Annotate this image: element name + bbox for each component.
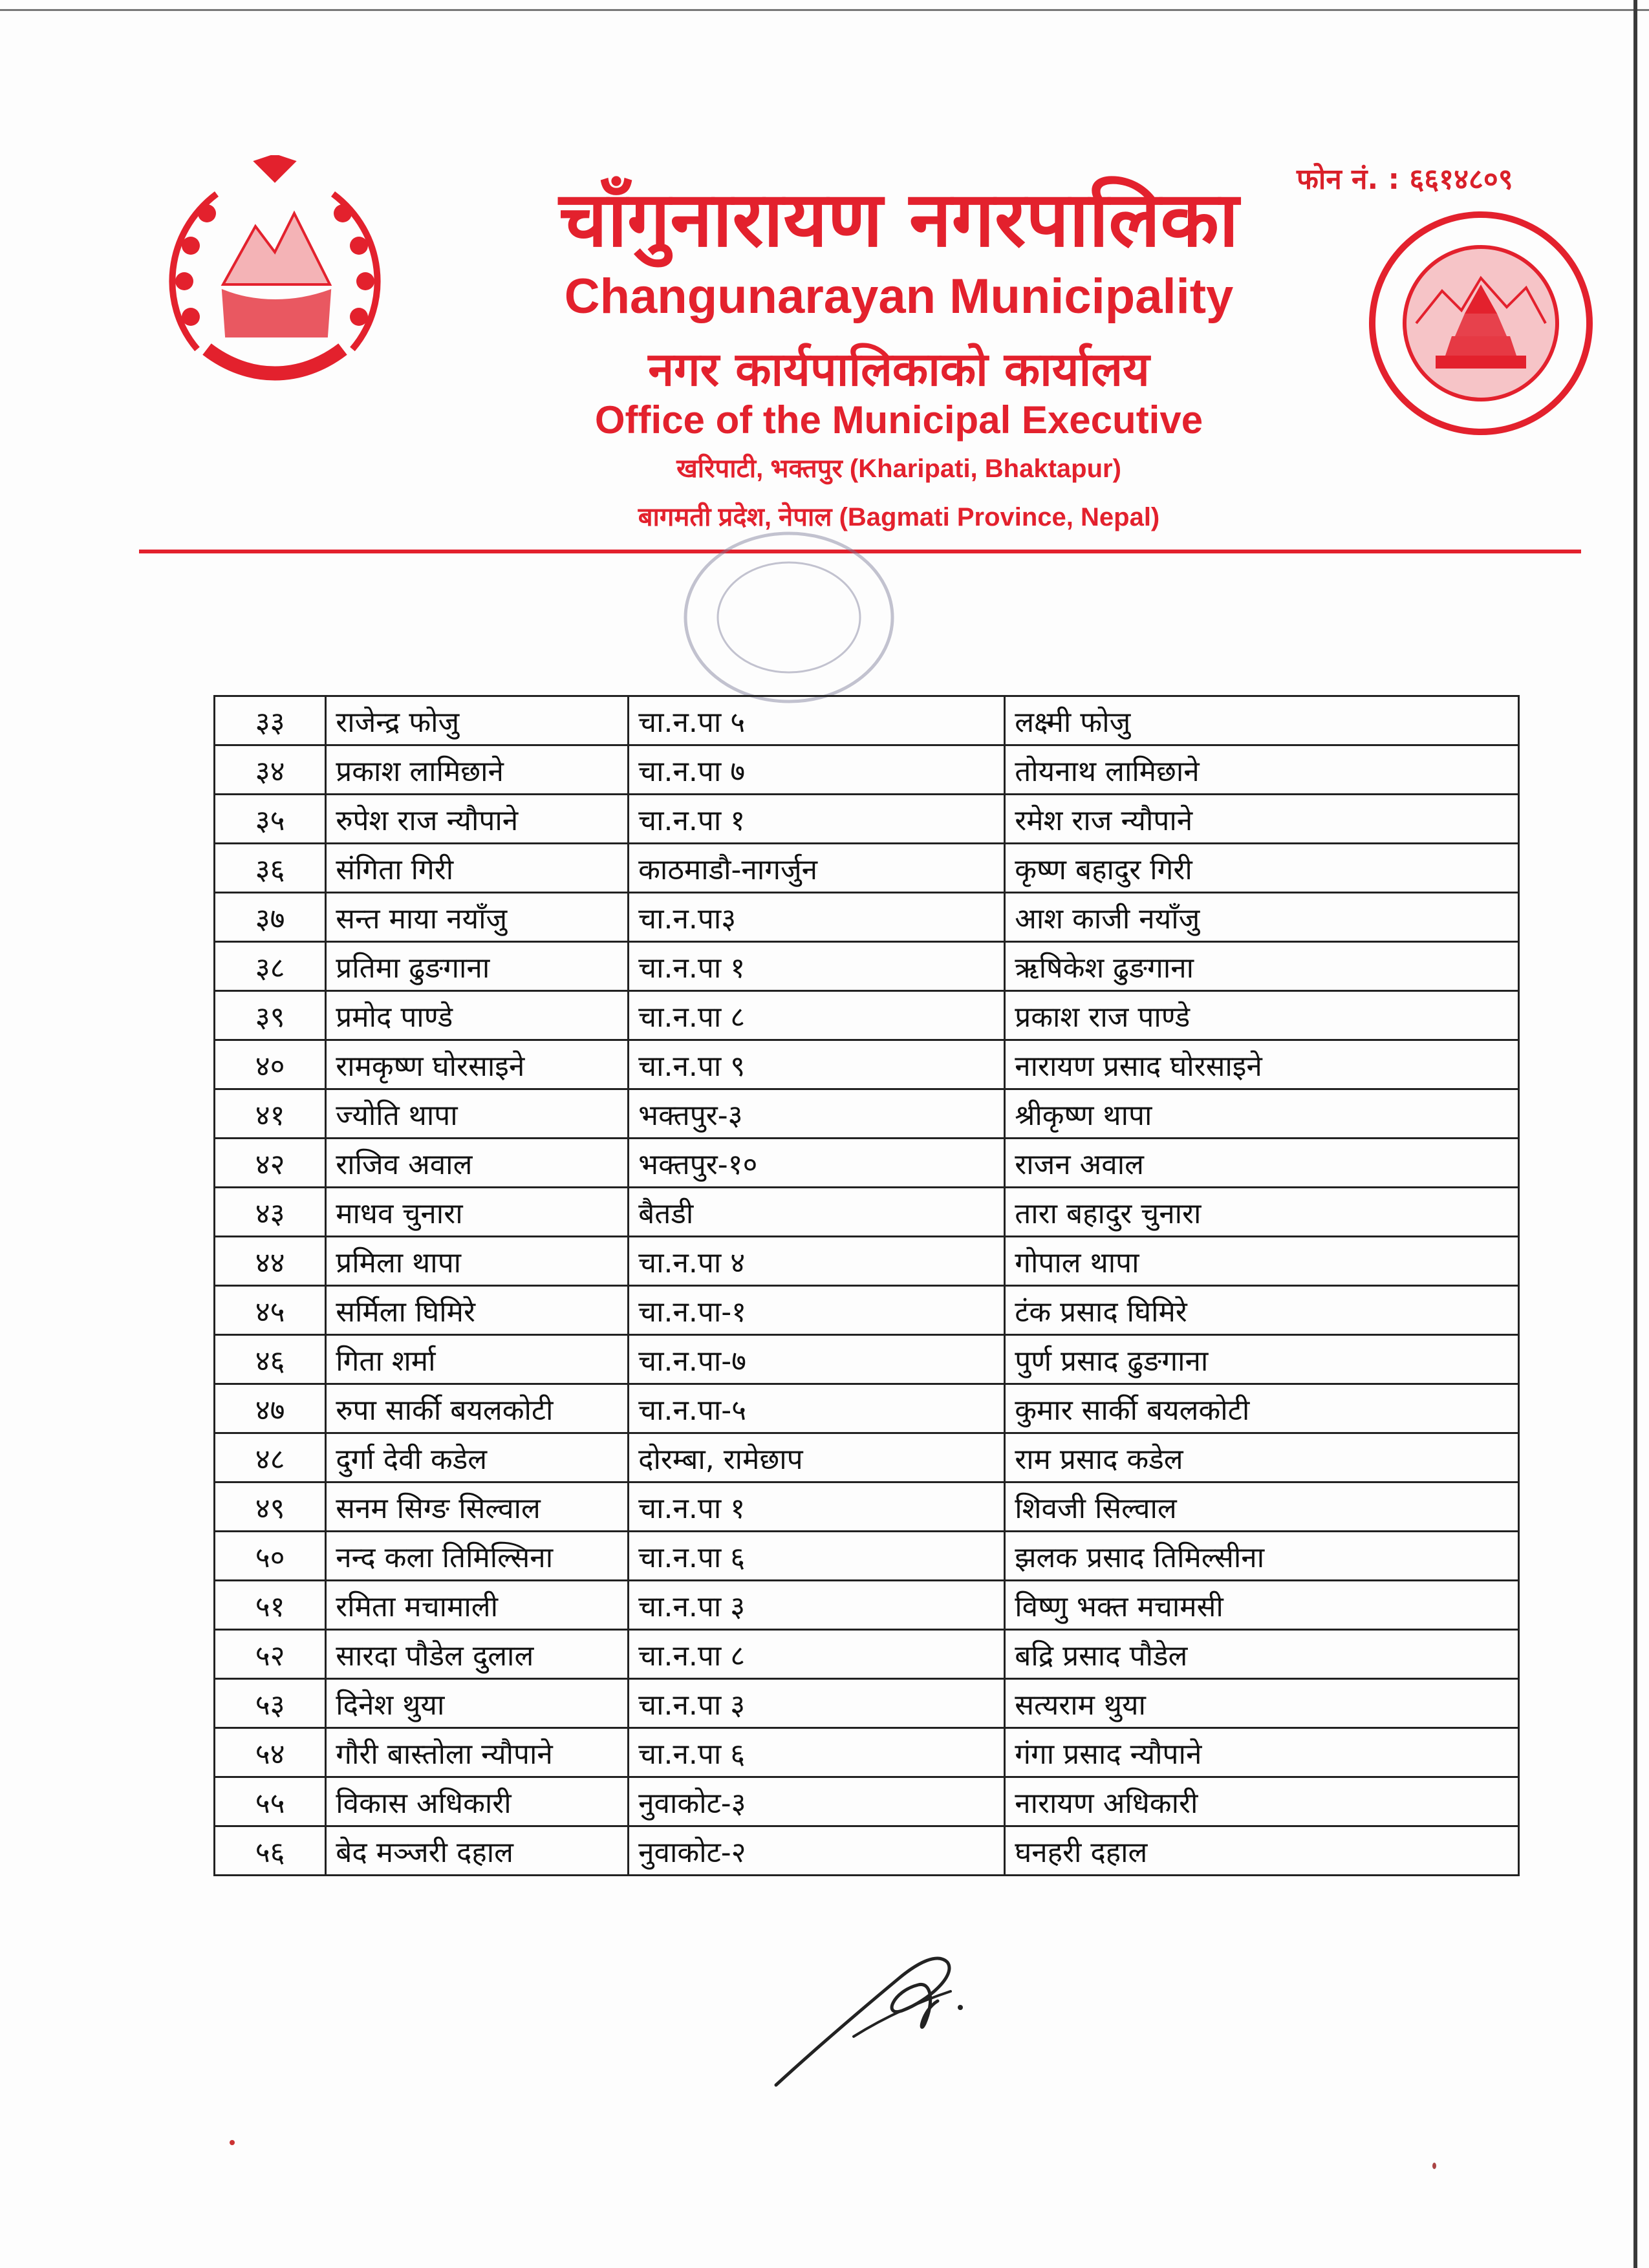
address-cell: नुवाकोट-२ xyxy=(629,1826,1005,1876)
parent-name-cell: कृष्ण बहादुर गिरी xyxy=(1005,844,1519,893)
serial-number-cell: ५१ xyxy=(215,1581,326,1630)
address-cell: चा.न.पा ३ xyxy=(629,1581,1005,1630)
table-row xyxy=(215,1433,1519,1482)
address-cell: चा.न.पा ३ xyxy=(629,1679,1005,1728)
parent-name-cell: राजन अवाल xyxy=(1005,1139,1519,1188)
office-title-nepali: नगर कार्यपालिकाको कार्यालय xyxy=(648,342,1150,396)
table-row xyxy=(215,1826,1519,1876)
municipality-seal-icon xyxy=(1364,207,1597,440)
address-cell: चा.न.पा ९ xyxy=(629,1040,1005,1089)
name-cell: प्रमोद पाण्डे xyxy=(326,991,629,1040)
parent-name-cell: पुर्ण प्रसाद ढुङगाना xyxy=(1005,1335,1519,1384)
parent-name-cell: गोपाल थापा xyxy=(1005,1237,1519,1286)
name-cell: प्रकाश लामिछाने xyxy=(326,745,629,795)
serial-number-cell: ४३ xyxy=(215,1188,326,1237)
parent-name-cell: नारायण प्रसाद घोरसाइने xyxy=(1005,1040,1519,1089)
table-row xyxy=(215,1335,1519,1384)
parent-name-cell: तारा बहादुर चुनारा xyxy=(1005,1188,1519,1237)
parent-name-cell: ऋषिकेश ढुङगाना xyxy=(1005,942,1519,991)
serial-number-cell: ५२ xyxy=(215,1630,326,1679)
address-cell: काठमाडौ-नागर्जुन xyxy=(629,844,1005,893)
serial-number-cell: ४० xyxy=(215,1040,326,1089)
serial-number-cell: ३३ xyxy=(215,696,326,745)
table-row xyxy=(215,1482,1519,1532)
table-row xyxy=(215,991,1519,1040)
serial-number-cell: ५५ xyxy=(215,1777,326,1826)
table-row xyxy=(215,1532,1519,1581)
parent-name-cell: प्रकाश राज पाण्डे xyxy=(1005,991,1519,1040)
handwritten-signature-icon xyxy=(763,1940,983,2095)
serial-number-cell: ३७ xyxy=(215,893,326,942)
address-cell: चा.न.पा-१ xyxy=(629,1286,1005,1335)
name-cell: गिता शर्मा xyxy=(326,1335,629,1384)
table-row xyxy=(215,1040,1519,1089)
parent-name-cell: विष्णु भक्त मचामसी xyxy=(1005,1581,1519,1630)
table-row xyxy=(215,1188,1519,1237)
parent-name-cell: राम प्रसाद कडेल xyxy=(1005,1433,1519,1482)
table-row xyxy=(215,844,1519,893)
serial-number-cell: ४६ xyxy=(215,1335,326,1384)
address-cell: चा.न.पा३ xyxy=(629,893,1005,942)
name-cell: रुपेश राज न्यौपाने xyxy=(326,795,629,844)
name-cell: माधव चुनारा xyxy=(326,1188,629,1237)
name-cell: बेद मञ्जरी दहाल xyxy=(326,1826,629,1876)
name-cell: प्रतिमा ढुङगाना xyxy=(326,942,629,991)
table-row xyxy=(215,1139,1519,1188)
address-cell: चा.न.पा-७ xyxy=(629,1335,1005,1384)
table-row xyxy=(215,1089,1519,1139)
table-row xyxy=(215,795,1519,844)
address-cell: चा.न.पा ८ xyxy=(629,991,1005,1040)
address-cell: भक्तपुर-१० xyxy=(629,1139,1005,1188)
serial-number-cell: ५३ xyxy=(215,1679,326,1728)
address-cell: चा.न.पा ६ xyxy=(629,1532,1005,1581)
table-row xyxy=(215,1581,1519,1630)
phone-number: फोन नं. : ६६१४८०९ xyxy=(1297,163,1513,196)
scan-edge-top xyxy=(0,9,1649,11)
name-cell: सनम सिग्ङ सिल्वाल xyxy=(326,1482,629,1532)
table-row xyxy=(215,745,1519,795)
address-cell: चा.न.पा ८ xyxy=(629,1630,1005,1679)
name-cell: सन्त माया नयाँजु xyxy=(326,893,629,942)
address-cell: बैतडी xyxy=(629,1188,1005,1237)
address-cell: चा.न.पा ६ xyxy=(629,1728,1005,1777)
scan-speck xyxy=(230,2140,235,2145)
municipality-title-nepali: चाँगुनारायण नगरपालिका xyxy=(559,175,1239,264)
address-cell: नुवाकोट-३ xyxy=(629,1777,1005,1826)
parent-name-cell: घनहरी दहाल xyxy=(1005,1826,1519,1876)
serial-number-cell: ५० xyxy=(215,1532,326,1581)
name-cell: रमिता मचामाली xyxy=(326,1581,629,1630)
scan-speck xyxy=(1432,2163,1436,2169)
address-cell: चा.न.पा ७ xyxy=(629,745,1005,795)
parent-name-cell: टंक प्रसाद घिमिरे xyxy=(1005,1286,1519,1335)
serial-number-cell: ४४ xyxy=(215,1237,326,1286)
parent-name-cell: सत्यराम थुया xyxy=(1005,1679,1519,1728)
table-row xyxy=(215,696,1519,745)
parent-name-cell: झलक प्रसाद तिमिल्सीना xyxy=(1005,1532,1519,1581)
parent-name-cell: गंगा प्रसाद न्यौपाने xyxy=(1005,1728,1519,1777)
serial-number-cell: ३६ xyxy=(215,844,326,893)
serial-number-cell: ३४ xyxy=(215,745,326,795)
address-cell: दोरम्बा, रामेछाप xyxy=(629,1433,1005,1482)
serial-number-cell: ४१ xyxy=(215,1089,326,1139)
address-cell: चा.न.पा-५ xyxy=(629,1384,1005,1433)
table-row xyxy=(215,1384,1519,1433)
table-row xyxy=(215,1679,1519,1728)
serial-number-cell: ४५ xyxy=(215,1286,326,1335)
parent-name-cell: आश काजी नयाँजु xyxy=(1005,893,1519,942)
municipality-title-english: Changunarayan Municipality xyxy=(564,269,1234,324)
nepal-emblem-icon xyxy=(146,155,404,401)
serial-number-cell: ४९ xyxy=(215,1482,326,1532)
table-row xyxy=(215,893,1519,942)
name-cell: राजिव अवाल xyxy=(326,1139,629,1188)
serial-number-cell: ५६ xyxy=(215,1826,326,1876)
office-title-english: Office of the Municipal Executive xyxy=(594,398,1203,442)
table-row xyxy=(215,942,1519,991)
address-cell: चा.न.पा १ xyxy=(629,942,1005,991)
parent-name-cell: नारायण अधिकारी xyxy=(1005,1777,1519,1826)
address-cell: चा.न.पा १ xyxy=(629,1482,1005,1532)
serial-number-cell: ३९ xyxy=(215,991,326,1040)
name-cell: विकास अधिकारी xyxy=(326,1777,629,1826)
address-cell: चा.न.पा ४ xyxy=(629,1237,1005,1286)
parent-name-cell: तोयनाथ लामिछाने xyxy=(1005,745,1519,795)
serial-number-cell: ३५ xyxy=(215,795,326,844)
name-cell: रामकृष्ण घोरसाइने xyxy=(326,1040,629,1089)
table-row xyxy=(215,1630,1519,1679)
name-cell: गौरी बास्तोला न्यौपाने xyxy=(326,1728,629,1777)
address-cell: चा.न.पा ५ xyxy=(629,696,1005,745)
table-row xyxy=(215,1777,1519,1826)
serial-number-cell: ४२ xyxy=(215,1139,326,1188)
table-row xyxy=(215,1728,1519,1777)
parent-name-cell: लक्ष्मी फोजु xyxy=(1005,696,1519,745)
name-cell: दुर्गा देवी कडेल xyxy=(326,1433,629,1482)
faint-office-stamp-icon xyxy=(673,520,905,714)
name-cell: राजेन्द्र फोजु xyxy=(326,696,629,745)
address-cell: चा.न.पा १ xyxy=(629,795,1005,844)
name-cell: नन्द कला तिमिल्सिना xyxy=(326,1532,629,1581)
name-cell: रुपा सार्की बयलकोटी xyxy=(326,1384,629,1433)
parent-name-cell: श्रीकृष्ण थापा xyxy=(1005,1089,1519,1139)
roster-table-body xyxy=(215,696,1519,1876)
table-row xyxy=(215,1237,1519,1286)
roster-table-container xyxy=(213,695,1520,1876)
parent-name-cell: रमेश राज न्यौपाने xyxy=(1005,795,1519,844)
parent-name-cell: कुमार सार्की बयलकोटी xyxy=(1005,1384,1519,1433)
scan-edge-right xyxy=(1633,0,1637,2268)
name-cell: प्रमिला थापा xyxy=(326,1237,629,1286)
name-cell: संगिता गिरी xyxy=(326,844,629,893)
serial-number-cell: ५४ xyxy=(215,1728,326,1777)
parent-name-cell: शिवजी सिल्वाल xyxy=(1005,1482,1519,1532)
name-cell: दिनेश थुया xyxy=(326,1679,629,1728)
address-line-2: बागमती प्रदेश, नेपाल (Bagmati Province, Nepal) xyxy=(638,503,1160,531)
address-line-1: खरिपाटी, भक्तपुर (Kharipati, Bhaktapur) xyxy=(676,455,1121,483)
serial-number-cell: ४७ xyxy=(215,1384,326,1433)
name-cell: ज्योति थापा xyxy=(326,1089,629,1139)
roster-table xyxy=(213,695,1520,1876)
name-cell: सर्मिला घिमिरे xyxy=(326,1286,629,1335)
serial-number-cell: ४८ xyxy=(215,1433,326,1482)
parent-name-cell: बद्रि प्रसाद पौडेल xyxy=(1005,1630,1519,1679)
name-cell: सारदा पौडेल दुलाल xyxy=(326,1630,629,1679)
address-cell: भक्तपुर-३ xyxy=(629,1089,1005,1139)
serial-number-cell: ३८ xyxy=(215,942,326,991)
table-row xyxy=(215,1286,1519,1335)
